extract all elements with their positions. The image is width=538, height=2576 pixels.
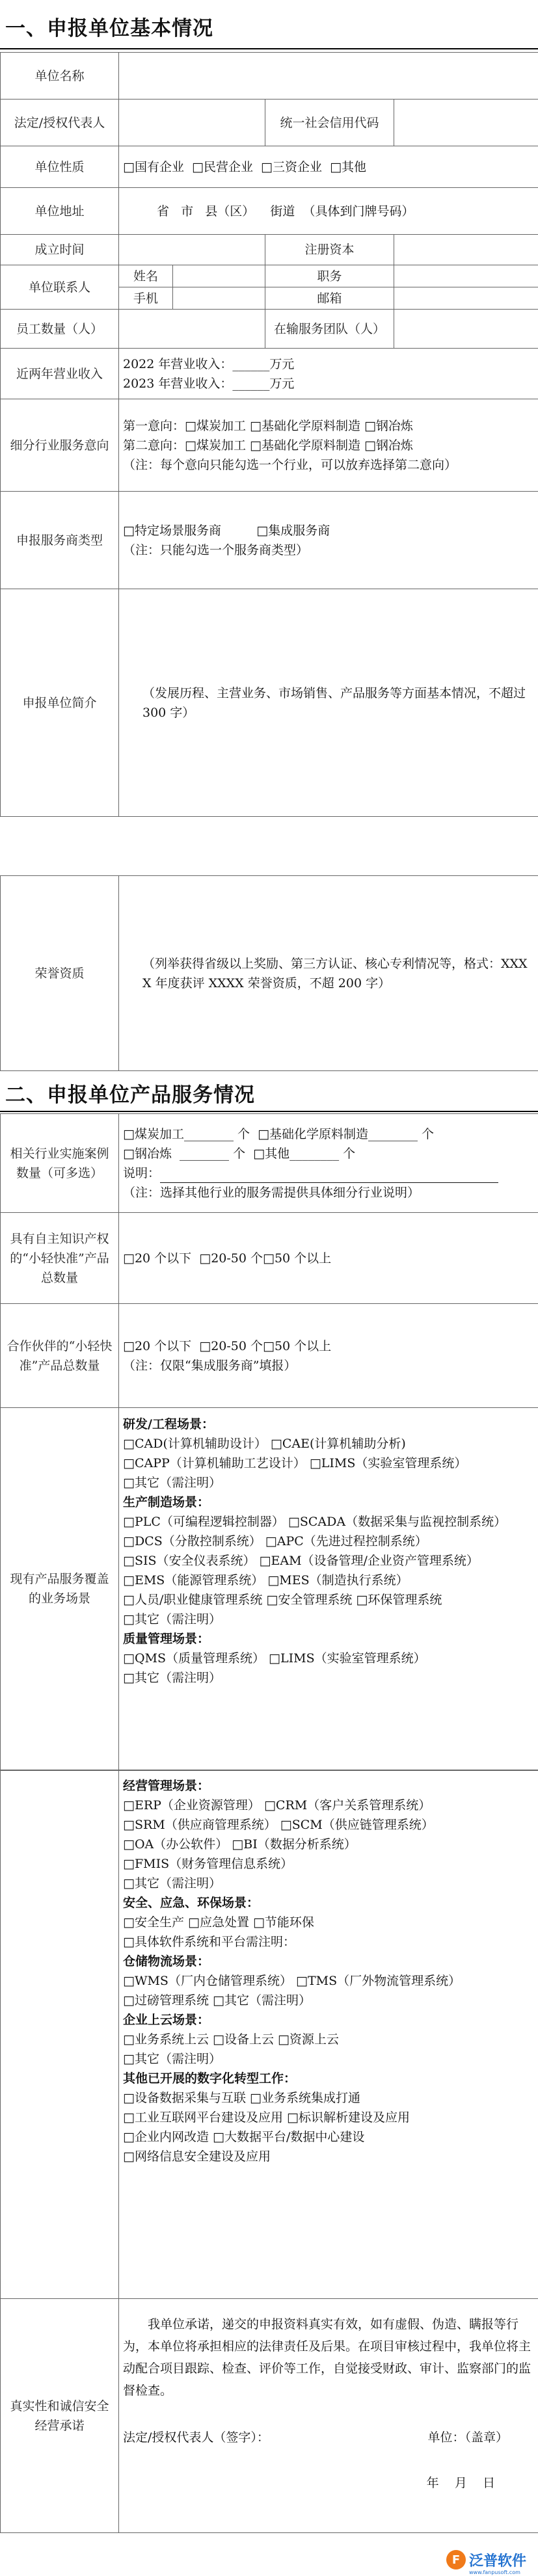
mfg-scene-item[interactable]: □EMS（能源管理系统） □MES（制造执行系统） [123,1573,409,1587]
founded-label: 成立时间 [1,235,119,265]
warehouse-scene-item[interactable]: □WMS（厂内仓储管理系统） □TMS（厂外物流管理系统） [123,1974,461,1988]
partner-products-note: （注：仅限“集成服务商”填报） [123,1358,297,1373]
industry-first-intent[interactable]: 第一意向：□煤炭加工 □基础化学原料制造 □钢冶炼 [123,418,413,433]
revenue-label: 近两年营业收入 [1,349,119,399]
unit-nature-label: 单位性质 [1,146,119,188]
unit-name-field[interactable] [119,53,538,100]
contact-email-label: 邮箱 [265,287,394,310]
mfg-scene-item[interactable]: □DCS（分散控制系统） □APC（先进过程控制系统） [123,1534,427,1548]
service-team-field[interactable] [394,310,538,349]
contact-name-label: 姓名 [119,265,173,287]
partner-products-options[interactable]: □20 个以下 □20-50 个□50 个以上 [123,1338,332,1353]
safety-scene-item[interactable]: □具体软件系统和平台需注明： [123,1935,295,1949]
rd-scene-item[interactable]: □其它（需注明） [123,1476,221,1490]
ip-products-options[interactable]: □20 个以下 □20-50 个□50 个以上 [119,1213,538,1304]
legal-rep-label: 法定/授权代表人 [1,100,119,146]
cloud-scene-item[interactable]: □其它（需注明） [123,2052,221,2066]
cases-line-1[interactable]: □煤炭加工________ 个 □基础化学原料制造________ 个 [123,1126,435,1141]
revenue-2022[interactable]: 2022 年营业收入：______万元 [123,356,295,371]
qm-scene-title: 质量管理场景： [123,1632,210,1646]
credit-code-label: 统一社会信用代码 [265,100,394,146]
unit-intro-hint: （发展历程、主营业务、市场销售、产品服务等方面基本情况，不超过 300 字） [142,685,526,720]
mfg-scene-item[interactable]: □SIS（安全仪表系统） □EAM（设备管理/企业资产管理系统） [123,1554,479,1568]
warehouse-scene-item[interactable]: □过磅管理系统 □其它（需注明） [123,1993,311,2008]
contact-name-field[interactable] [173,265,265,287]
rd-scene-item[interactable]: □CAD(计算机辅助设计） □CAE(计算机辅助分析) [123,1437,406,1451]
industry-intent-note: （注：每个意向只能勾选一个行业，可以放弃选择第二意向） [123,457,457,472]
cases-field[interactable] [119,1114,538,1213]
scenes-field-continued[interactable] [119,1771,538,2299]
contact-title-field[interactable] [394,265,538,287]
warehouse-scene-title: 仓储物流场景： [123,1954,210,1969]
brand-url: www.fanpusoft.com [469,2569,520,2575]
provider-type-field[interactable] [119,492,538,589]
cases-line-3[interactable] [123,1163,534,1183]
pledge-label: 真实性和诚信安全经营承诺 [1,2299,119,2533]
provider-type-note: （注：只能勾选一个服务商类型） [123,542,309,557]
brand-watermark [446,2548,534,2575]
industry-intent-label: 细分行业服务意向 [1,399,119,492]
credit-code-field[interactable] [394,100,538,146]
basic-info-table [0,52,538,817]
honor-hint: （列举获得省级以上奖励、第三方认证、核心专利情况等，格式：XXXX 年度获评 XXXX 荣誉资质，不超 200 字） [142,956,528,990]
mfg-scene-title: 生产制造场景： [123,1495,210,1509]
brand-logo-icon: F [446,2550,466,2569]
pledge-signature-row [123,2428,534,2447]
staff-count-label: 员工数量（人） [1,310,119,349]
capital-label: 注册资本 [265,235,394,265]
rd-scene-title: 研发/工程场景： [123,1417,214,1431]
unit-nature-options[interactable]: □国有企业 □民营企业 □三资企业 □其他 [119,146,538,188]
cases-desc-blank[interactable] [160,1168,498,1183]
brand-name: 泛普软件 [469,2553,527,2569]
dx-work-item[interactable]: □设备数据采集与互联 □业务系统集成打通 [123,2091,360,2105]
section-1-title: 一、申报单位基本情况 [5,17,213,40]
pledge-date[interactable]: 年 月 日 [426,2476,495,2490]
safety-scene-title: 安全、应急、环保场景： [123,1896,260,1910]
scenes-field[interactable] [119,1408,538,1770]
capital-field[interactable] [394,235,538,265]
biz-scene-item[interactable]: □其它（需注明） [123,1876,221,1891]
honor-table [0,875,538,1071]
legal-rep-field[interactable] [119,100,265,146]
scenes-label: 现有产品服务覆盖的业务场景 [1,1408,119,1770]
service-team-label: 在输服务团队（人） [265,310,394,349]
pledge-stamp[interactable]: 单位：（盖章） [427,2430,508,2445]
section-2-rule [0,1111,538,1112]
honor-label: 荣誉资质 [1,876,119,1071]
biz-scene-item[interactable]: □SRM（供应商管理系统） □SCM（供应链管理系统） [123,1818,434,1832]
mfg-scene-item[interactable]: □人员/职业健康管理系统 □安全管理系统 □环保管理系统 [123,1593,442,1607]
biz-scene-item[interactable]: □OA（办公软件） □BI（数据分析系统） [123,1837,356,1852]
provider-type-options[interactable]: □特定场景服务商 □集成服务商 [123,523,330,538]
biz-scene-title: 经营管理场景： [123,1779,210,1793]
contact-phone-field[interactable] [173,287,265,310]
partner-products-field[interactable] [119,1304,538,1408]
qm-scene-item[interactable]: □QMS（质量管理系统） □LIMS（实验室管理系统） [123,1651,426,1666]
scenes-label-continued [1,1771,119,2299]
cases-desc-label: 说明： [123,1165,161,1180]
contact-phone-label: 手机 [119,287,173,310]
dx-work-item[interactable]: □工业互联网平台建设及应用 □标识解析建设及应用 [123,2110,410,2125]
partner-products-label: 合作伙伴的“小轻快准”产品总数量 [1,1304,119,1408]
products-table [0,1113,538,1770]
biz-scene-item[interactable]: □FMIS（财务管理信息系统） [123,1857,293,1871]
cloud-scene-title: 企业上云场景： [123,2013,210,2027]
cases-line-2[interactable]: □钢冶炼 ________ 个 □其他________ 个 [123,1146,356,1161]
provider-type-label: 申报服务商类型 [1,492,119,589]
unit-intro-field[interactable] [119,589,538,817]
products-table-continued [0,1770,538,2533]
mfg-scene-item[interactable]: □其它（需注明） [123,1612,221,1627]
biz-scene-item[interactable]: □ERP（企业资源管理） □CRM（客户关系管理系统） [123,1798,431,1812]
contact-label: 单位联系人 [1,265,119,310]
qm-scene-item[interactable]: □其它（需注明） [123,1671,221,1685]
cases-note: （注：选择其他行业的服务需提供具体细分行业说明） [123,1185,420,1200]
staff-count-field[interactable] [119,310,265,349]
pledge-signature[interactable]: 法定/授权代表人（签字）： [123,2430,269,2445]
unit-address-label: 单位地址 [1,188,119,235]
dx-work-title: 其他已开展的数字化转型工作： [123,2071,297,2086]
pledge-field [119,2299,538,2533]
section-2-title: 二、申报单位产品服务情况 [5,1083,255,1107]
honor-field[interactable] [119,876,538,1071]
dx-work-item[interactable]: □网络信息安全建设及应用 [123,2149,271,2164]
founded-field[interactable] [119,235,265,265]
pledge-text: 我单位承诺，递交的申报资料真实有效，如有虚假、伪造、瞒报等行为，本单位将承担相应的法律责任及后果。在项目审核过程中，我单位将主动配合项目跟踪、检查、评价等工作，自觉接受财政、审计、监察部门的监督检查。 [123,2317,531,2398]
safety-scene-item[interactable]: □安全生产 □应急处置 □节能环保 [123,1915,314,1930]
revenue-field[interactable] [119,349,538,399]
section-1-rule [0,48,538,49]
industry-intent-field[interactable] [119,399,538,492]
industry-second-intent[interactable]: 第二意向：□煤炭加工 □基础化学原料制造 □钢冶炼 [123,438,413,453]
ip-products-label: 具有自主知识产权的“小轻快准”产品总数量 [1,1213,119,1304]
unit-name-label: 单位名称 [1,53,119,100]
unit-address-field[interactable]: 省 市 县（区） 街道 （具体到门牌号码） [119,188,538,235]
revenue-2023[interactable]: 2023 年营业收入：______万元 [123,376,295,391]
cases-label: 相关行业实施案例数量（可多选） [1,1114,119,1213]
unit-intro-label: 申报单位简介 [1,589,119,817]
contact-email-field[interactable] [394,287,538,310]
cloud-scene-item[interactable]: □业务系统上云 □设备上云 □资源上云 [123,2032,339,2047]
contact-title-label: 职务 [265,265,394,287]
mfg-scene-item[interactable]: □PLC（可编程逻辑控制器） □SCADA（数据采集与监视控制系统） [123,1515,507,1529]
dx-work-item[interactable]: □企业内网改造 □大数据平台/数据中心建设 [123,2130,365,2144]
rd-scene-item[interactable]: □CAPP（计算机辅助工艺设计） □LIMS（实验室管理系统） [123,1456,467,1470]
